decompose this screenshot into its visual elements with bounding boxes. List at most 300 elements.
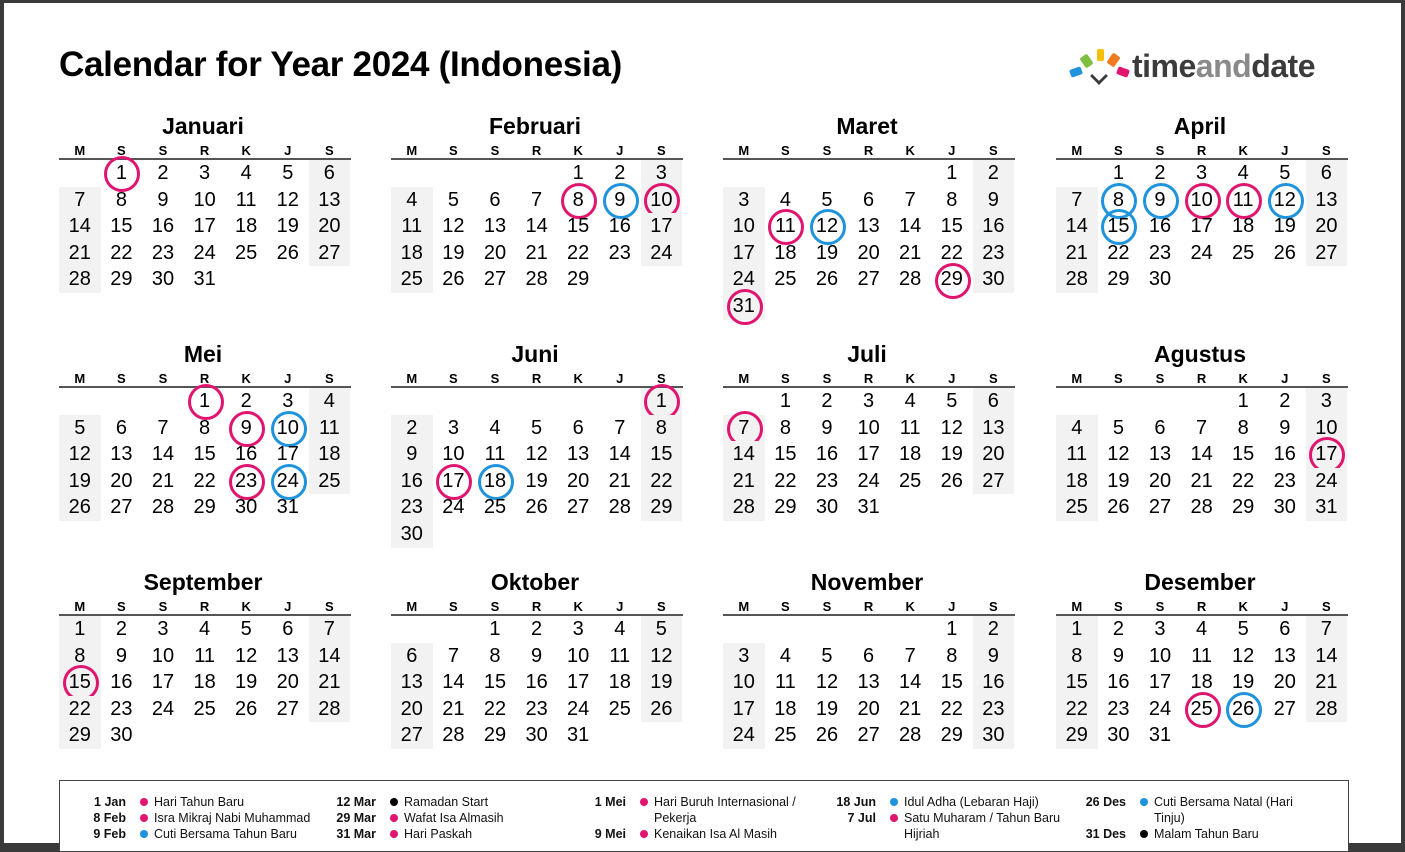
observance-day: 15 [1098,213,1140,240]
day-cell: 24 [857,469,880,492]
weekday-label: R [1196,599,1207,614]
day-cell: 17 [193,215,216,238]
day-cell: 24 [567,697,590,720]
day-cell: 6 [1279,618,1291,640]
month-januari [59,112,351,293]
day-cell: 14 [59,213,101,240]
day-cell: 6 [863,188,875,211]
weekday-label: S [657,143,666,158]
weekday-label: K [905,371,915,386]
holiday-day: 9 [225,415,267,442]
day-cell: 20 [1273,671,1296,694]
day-cell: 16 [525,671,548,694]
weekday-label: J [1281,143,1289,158]
weekday-header [723,596,1015,616]
weekday-header [59,140,351,160]
empty-cell [433,160,475,187]
day-cell: 29 [1056,722,1098,749]
weekday-label: S [1322,599,1331,614]
day-cell: 25 [483,496,507,519]
day-cell: 16 [391,468,433,495]
day-cell: 4 [1056,415,1098,442]
day-cell: 10 [193,188,216,211]
day-cell: 12 [815,671,839,694]
day-cell: 22 [110,241,133,264]
weekday-label: S [449,599,458,614]
empty-cell [59,160,101,187]
day-cell: 26 [641,696,683,723]
day-cell: 26 [815,724,839,747]
day-cell: 13 [276,644,299,667]
weekday-label: K [241,599,251,614]
day-cell: 5 [946,390,958,412]
day-grid [723,616,1015,749]
day-cell: 15 [110,215,133,238]
day-cell: 16 [815,443,839,466]
day-cell: 6 [1306,160,1348,187]
day-cell: 5 [447,188,459,211]
day-cell: 4 [1237,162,1249,184]
holiday-day: 1 [184,388,226,415]
day-cell: 30 [973,266,1015,293]
day-cell: 5 [1237,618,1249,640]
day-cell: 31 [857,496,880,519]
day-cell: 22 [1107,241,1130,264]
day-cell: 13 [567,443,590,466]
day-cell: 22 [1056,696,1098,723]
weekday-label: S [989,143,998,158]
day-cell: 6 [973,388,1015,415]
day-grid [59,388,351,521]
weekday-label: K [1238,371,1248,386]
day-cell: 2 [973,616,1015,643]
legend-dot-icon [390,798,398,806]
month-april [1056,112,1348,293]
day-cell: 16 [1107,671,1130,694]
day-cell: 10 [1306,415,1348,442]
legend-date: 9 Feb [93,827,126,841]
day-cell: 21 [899,697,922,720]
weekday-header [1056,596,1348,616]
empty-cell [1056,160,1098,187]
day-cell: 25 [774,724,797,747]
day-cell: 25 [391,266,433,293]
day-cell: 24 [1190,241,1213,264]
day-cell: 2 [240,390,252,412]
day-cell: 26 [940,469,963,492]
weekday-label: R [199,599,210,614]
day-cell: 12 [442,215,465,238]
weekday-label: R [199,371,210,386]
weekday-label: K [241,143,251,158]
weekday-label: M [406,599,418,614]
legend-column [574,794,824,842]
holiday-day: 29 [931,266,973,293]
day-cell: 27 [1306,240,1348,267]
day-cell: 21 [1056,240,1098,267]
day-cell: 6 [391,643,433,670]
weekday-label: J [948,371,956,386]
day-cell: 18 [1232,215,1255,238]
legend-dot-icon [140,798,148,806]
legend-item [324,826,574,842]
day-cell: 3 [641,160,683,187]
weekday-label: M [738,599,750,614]
day-cell: 29 [940,724,963,747]
day-cell: 25 [899,469,922,492]
day-cell: 15 [193,443,216,466]
day-cell: 24 [442,496,465,519]
day-cell: 1 [1112,162,1124,184]
day-cell: 30 [1148,268,1172,291]
day-cell: 2 [1279,390,1291,412]
holiday-day: 7 [723,415,765,442]
weekday-label: R [863,599,874,614]
day-cell: 14 [899,671,922,694]
weekday-label: S [781,143,790,158]
day-cell: 31 [193,268,216,291]
day-cell: 7 [59,187,101,214]
empty-cell [474,160,516,187]
day-cell: 29 [567,268,590,291]
observance-day: 10 [267,415,309,442]
day-cell: 29 [59,722,101,749]
day-cell: 10 [567,644,590,667]
day-cell: 8 [489,644,501,667]
legend-name: Hari Paskah [404,827,473,841]
day-cell: 9 [1112,644,1124,667]
empty-cell [1098,388,1140,415]
day-cell: 5 [531,416,543,439]
day-cell: 5 [641,616,683,643]
weekday-label: J [284,371,292,386]
legend-item [824,810,1074,842]
day-cell: 17 [1148,671,1172,694]
empty-cell [806,616,848,643]
day-grid [1056,616,1348,749]
observance-day: 9 [599,187,641,214]
day-cell: 11 [235,188,257,211]
day-cell: 19 [1107,469,1130,492]
month-title: Januari [162,113,244,139]
month-title: Mei [183,341,223,367]
day-cell: 27 [110,496,133,519]
day-cell: 28 [59,266,101,293]
day-grid [1056,388,1348,521]
legend-name: Cuti Bersama Natal (Hari Tinju) [1154,795,1293,825]
empty-cell [1056,388,1098,415]
day-cell: 17 [1190,215,1213,238]
day-cell: 1 [1237,390,1249,412]
day-cell: 30 [973,722,1015,749]
day-cell: 17 [857,443,880,466]
day-cell: 2 [391,415,433,442]
day-cell: 3 [1154,618,1166,640]
day-cell: 10 [151,644,175,667]
holiday-day: 23 [225,468,267,495]
day-cell: 20 [276,671,299,694]
day-cell: 22 [567,241,590,264]
day-cell: 26 [59,494,101,521]
day-cell: 3 [1306,388,1348,415]
weekday-header [1056,368,1348,388]
observance-day: 8 [1098,187,1140,214]
day-cell: 24 [723,266,765,293]
weekday-label: K [1238,143,1248,158]
day-cell: 12 [1232,644,1255,667]
day-grid [391,616,683,749]
day-cell: 16 [608,215,631,238]
day-cell: 11 [609,644,631,667]
day-cell: 5 [240,618,252,640]
day-cell: 9 [821,416,833,439]
empty-cell [391,616,433,643]
day-cell: 28 [151,496,175,519]
weekday-label: S [490,143,500,158]
legend-dot-icon [890,814,898,822]
holiday-day: 8 [557,187,599,214]
weekday-label: M [74,371,86,386]
legend-dot-icon [640,798,648,806]
day-cell: 19 [940,443,963,466]
month-juli [723,340,1015,521]
day-cell: 26 [1273,241,1296,264]
day-cell: 13 [973,415,1015,442]
weekday-label: M [74,143,86,158]
day-cell: 6 [115,416,127,439]
month-title: Februari [488,113,582,139]
weekday-label: J [616,599,624,614]
weekday-header [391,596,683,616]
day-cell: 4 [240,162,252,184]
legend-dot-icon [640,830,648,838]
empty-cell [723,616,765,643]
day-cell: 27 [1273,697,1296,720]
day-cell: 30 [151,268,175,291]
day-cell: 13 [1273,644,1296,667]
legend-date: 18 Jun [836,795,876,809]
empty-cell [433,616,475,643]
month-juni [391,340,683,548]
legend-dot-icon [140,814,148,822]
day-cell: 6 [572,416,584,439]
day-cell: 20 [973,441,1015,468]
day-cell: 2 [1112,618,1124,640]
day-cell: 4 [779,644,791,667]
legend-item [1074,826,1324,842]
weekday-label: S [657,599,666,614]
weekday-label: S [1155,599,1165,614]
day-cell: 15 [1232,443,1255,466]
day-cell: 1 [59,616,101,643]
weekday-label: J [1281,599,1289,614]
legend-name: Satu Muharam / Tahun Baru Hijriah [904,811,1061,841]
legend-dot-icon [1140,798,1148,806]
day-cell: 13 [857,215,880,238]
day-cell: 14 [1306,643,1348,670]
legend-dot-icon [890,798,898,806]
empty-cell [889,616,931,643]
day-cell: 1 [946,618,958,640]
day-cell: 17 [723,696,765,723]
day-cell: 28 [1056,266,1098,293]
month-title: Maret [836,113,898,139]
weekday-label: K [573,599,583,614]
weekday-label: S [158,371,168,386]
empty-cell [433,388,475,415]
day-cell: 13 [483,215,507,238]
month-oktober [391,568,683,749]
empty-cell [516,160,558,187]
day-cell: 11 [775,671,796,694]
holiday-day: 10 [1181,187,1223,214]
day-cell: 24 [1148,697,1172,720]
calendar-page [4,3,1401,843]
weekday-label: S [117,599,126,614]
day-cell: 2 [821,390,833,412]
weekday-label: R [1196,371,1207,386]
weekday-label: S [989,371,998,386]
day-cell: 12 [641,643,683,670]
day-cell: 27 [857,724,880,747]
weekday-label: K [573,143,583,158]
day-cell: 22 [774,469,797,492]
weekday-label: S [822,143,832,158]
day-cell: 18 [193,671,216,694]
day-cell: 8 [946,644,958,667]
month-september [59,568,351,749]
day-cell: 25 [309,468,351,495]
day-cell: 8 [1237,416,1249,439]
day-cell: 27 [391,722,433,749]
weekday-label: S [158,599,168,614]
month-title: Desember [1144,569,1256,595]
day-cell: 11 [309,415,351,442]
day-cell: 30 [815,496,839,519]
day-cell: 3 [723,643,765,670]
day-cell: 7 [904,188,916,211]
day-cell: 22 [1232,469,1255,492]
day-cell: 5 [282,162,294,184]
day-cell: 4 [1196,618,1208,640]
day-cell: 20 [567,469,590,492]
weekday-label: M [74,599,86,614]
legend-name: Hari Tahun Baru [154,795,245,809]
day-cell: 3 [723,187,765,214]
month-title: November [810,569,924,595]
day-cell: 31 [276,496,299,519]
legend-item [74,826,324,842]
day-cell: 20 [309,213,351,240]
legend-item [574,826,824,842]
day-cell: 19 [815,241,839,264]
month-desember [1056,568,1348,749]
day-cell: 31 [567,724,590,747]
day-cell: 2 [157,162,169,184]
legend-item [74,794,324,810]
weekday-label: M [1071,599,1083,614]
weekday-label: S [325,599,334,614]
day-cell: 5 [821,644,833,667]
day-cell: 25 [774,268,797,291]
day-cell: 8 [1056,643,1098,670]
day-cell: 26 [1107,496,1130,519]
day-cell: 11 [484,443,506,466]
day-cell: 28 [309,696,351,723]
weekday-label: R [863,371,874,386]
day-cell: 20 [857,697,880,720]
day-cell: 2 [973,160,1015,187]
weekday-header [723,368,1015,388]
day-cell: 2 [1154,162,1166,184]
day-cell: 6 [489,188,501,211]
legend-column [824,794,1074,842]
day-cell: 31 [1148,724,1172,747]
holiday-day: 31 [723,293,765,320]
empty-cell [391,160,433,187]
day-cell: 19 [641,669,683,696]
empty-cell [765,616,807,643]
empty-cell [101,388,143,415]
day-cell: 10 [723,213,765,240]
empty-cell [1181,388,1223,415]
day-cell: 6 [863,644,875,667]
day-cell: 27 [309,240,351,267]
empty-cell [59,388,101,415]
legend-item [1074,794,1324,826]
day-cell: 23 [1273,469,1296,492]
day-cell: 7 [157,416,169,439]
day-cell: 6 [1154,416,1166,439]
day-cell: 1 [779,390,791,412]
day-cell: 11 [899,416,921,439]
weekday-label: M [1071,143,1083,158]
empty-cell [848,616,890,643]
weekday-header [391,368,683,388]
day-cell: 9 [1279,416,1291,439]
observance-day: 26 [1222,696,1264,723]
day-cell: 3 [863,390,875,412]
legend-date: 8 Feb [93,811,126,825]
weekday-label: M [738,143,750,158]
day-cell: 27 [276,697,299,720]
day-cell: 9 [115,644,127,667]
day-cell: 12 [940,416,963,439]
day-cell: 2 [614,162,626,184]
legend-column [1074,794,1324,842]
timeanddate-logo[interactable] [1066,46,1315,86]
day-grid [391,388,683,548]
weekday-label: K [573,371,583,386]
day-cell: 7 [447,644,459,667]
empty-cell [723,160,765,187]
day-cell: 15 [940,215,963,238]
day-cell: 8 [779,416,791,439]
day-cell: 3 [282,390,294,412]
day-cell: 29 [774,496,797,519]
day-cell: 26 [525,496,548,519]
day-cell: 16 [973,213,1015,240]
day-cell: 23 [973,240,1015,267]
day-cell: 14 [442,671,465,694]
holiday-day: 17 [1306,441,1348,468]
weekday-label: S [657,371,666,386]
day-cell: 11 [1191,644,1212,667]
weekday-label: R [863,143,874,158]
day-cell: 20 [1148,469,1172,492]
empty-cell [765,160,807,187]
day-cell: 21 [59,240,101,267]
